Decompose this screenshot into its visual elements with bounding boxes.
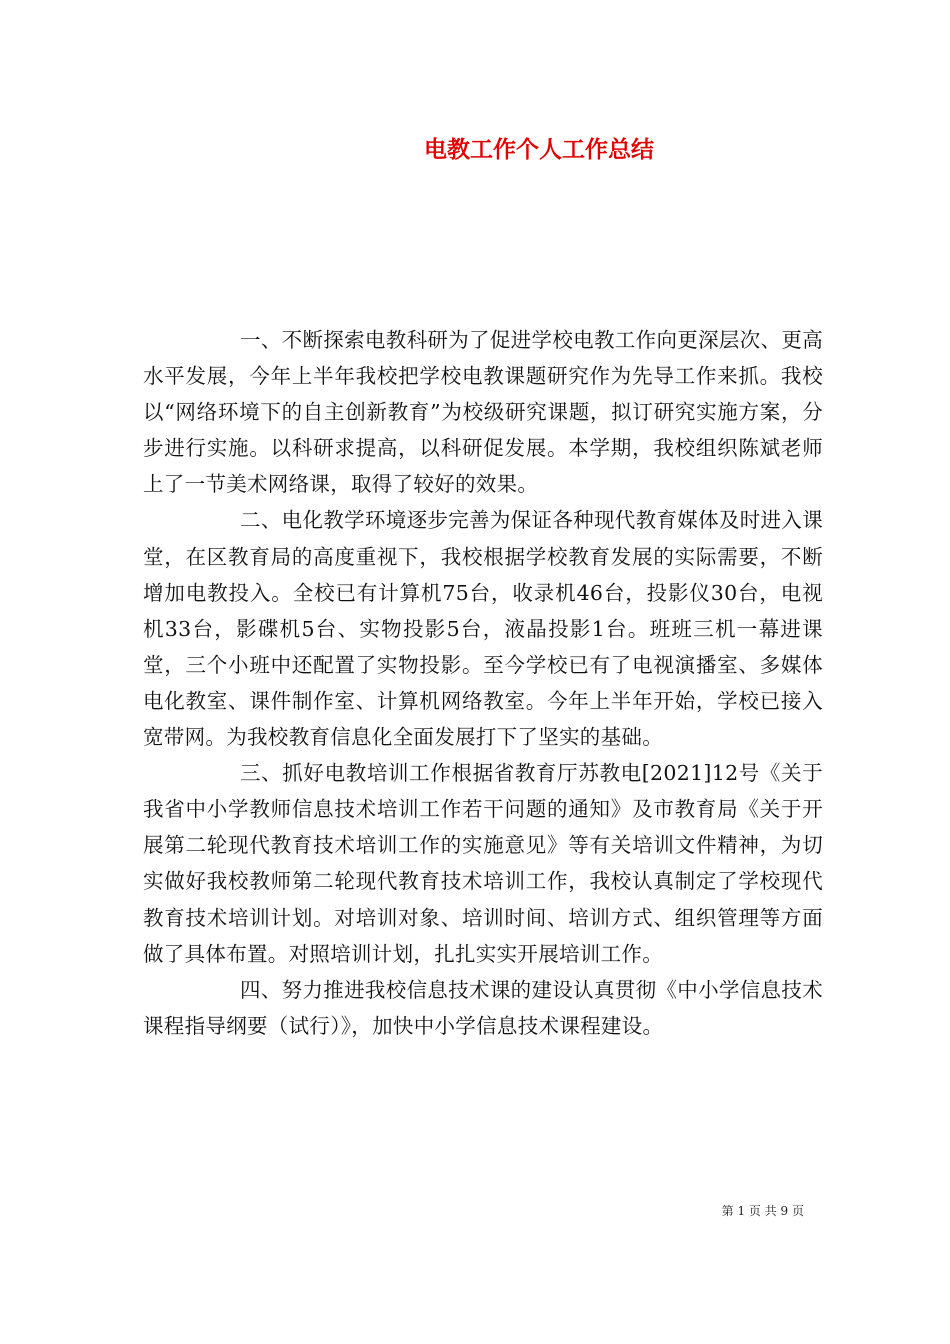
page-indicator: 第 1 页 共 9 页 xyxy=(721,1204,804,1218)
paragraph-1: 一、不断探索电教科研为了促进学校电教工作向更深层次、更高水平发展，今年上半年我校把学校电教课题研究作为先导工作来抓。我校以“网络环境下的自主创新教育”为校级研究课题，拟订研究实施方案，分步进行实施。以科研求提高，以科研促发展。本学期，我校组织陈斌老师上了一节美术网络课，取得了较好的效果。 xyxy=(143,328,823,497)
document-body xyxy=(143,322,823,1044)
paragraph-4: 四、努力推进我校信息技术课的建设认真贯彻《中小学信息技术课程指导纲要（试行）》，加快中小学信息技术课程建设。 xyxy=(143,977,823,1038)
document-title: 电教工作个人工作总结 xyxy=(424,136,654,163)
paragraph-2: 二、电化教学环境逐步完善为保证各种现代教育媒体及时进入课堂，在区教育局的高度重视下，我校根据学校教育发展的实际需要，不断增加电教投入。全校已有计算机75台，收录机46台，投影仪30台，电视机33台，影碟机5台、实物投影5台，液晶投影1台。班班三机一幕进课堂，三个小班中还配置了实物投影。至今学校已有了电视演播室、多媒体电化教室、课件制作室、计算机网络教室。今年上半年开始，学校已接入宽带网。为我校教育信息化全面发展打下了坚实的基础。 xyxy=(143,508,823,750)
paragraph-3: 三、抓好电教培训工作根据省教育厅苏教电[2021]12号《关于我省中小学教师信息技术培训工作若干问题的通知》及市教育局《关于开展第二轮现代教育技术培训工作的实施意见》等有关培训文件精神，为切实做好我校教师第二轮现代教育技术培训工作，我校认真制定了学校现代教育技术培训计划。对培训对象、培训时间、培训方式、组织管理等方面做了具体布置。对照培训计划，扎扎实实开展培训工作。 xyxy=(143,761,823,966)
